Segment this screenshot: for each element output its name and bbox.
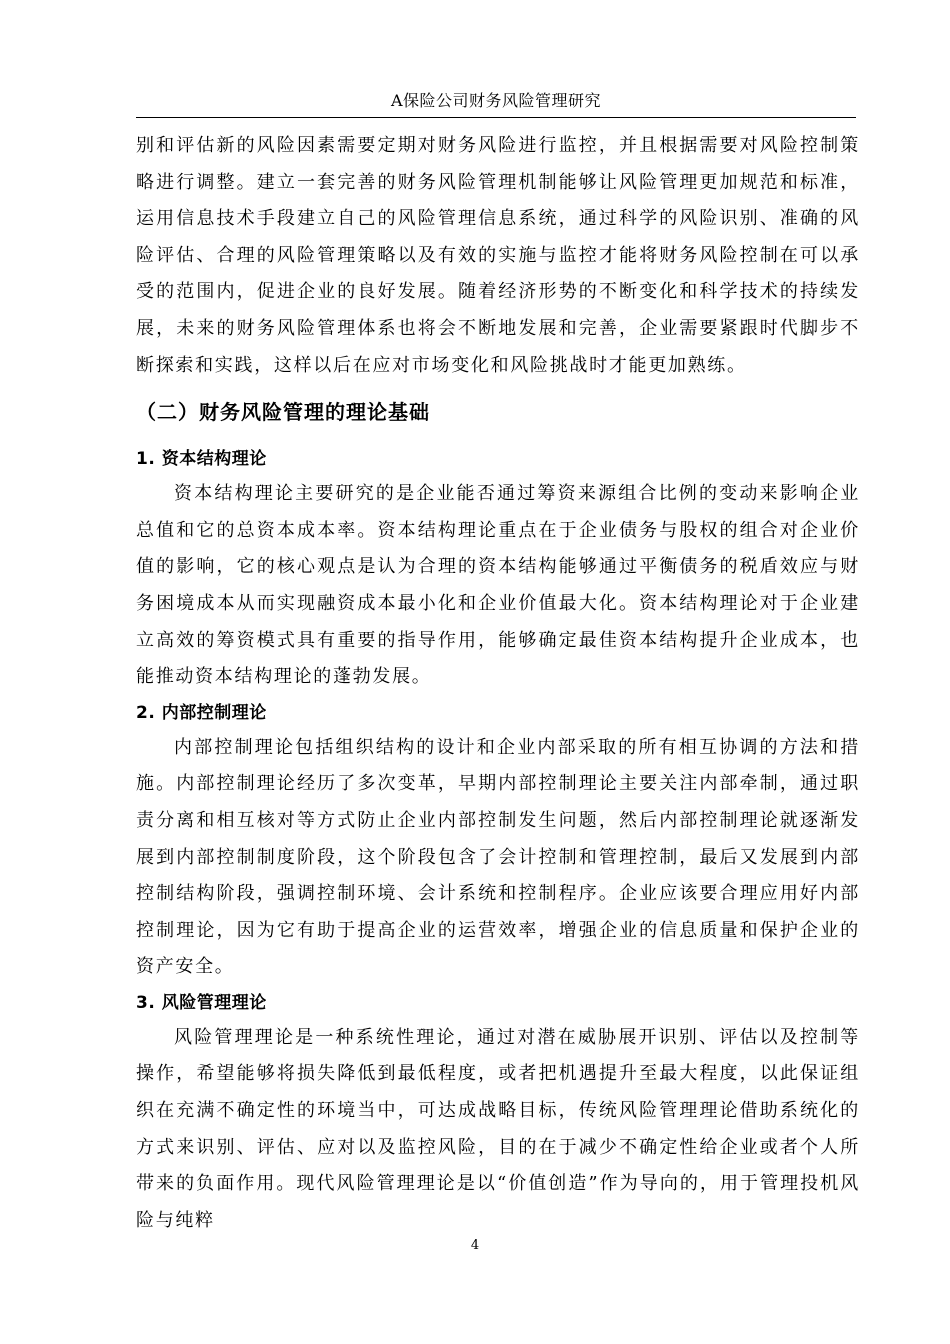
paragraph-risk-management: 风险管理理论是一种系统性理论，通过对潜在威胁展开识别、评估以及控制等操作，希望能够将损失降低到最低程度，或者把机遇提升至最大程度，以此保证组织在充满不确定性的环境当中，可达成战略目标，传统风险管理理论借助系统化的方式来识别、评估、应对以及监控风险，目的在于减少不确定性给企业或者个人所带来的负面作用。现代风险管理理论是以“价值创造”作为导向的，用于管理投机风险与纯粹: [136, 1026, 860, 1231]
intro-paragraph: 别和评估新的风险因素需要定期对财务风险进行监控，并且根据需要对风险控制策略进行调整。建立一套完善的财务风险管理机制能够让风险管理更加规范和标准，运用信息技术手段建立自己的风险管理信息系统，通过科学的风险识别、准确的风险评估、合理的风险管理策略以及有效的实施与监控才能将财务风险控制在可以承受的范围内，促进企业的良好发展。随着经济形势的不断变化和科学技术的持续发展，未来的财务风险管理体系也将会不断地发展和完善，企业需要紧跟时代脚步不断探索和实践，这样以后在应对市场变化和风险挑战时才能更加熟练。: [136, 135, 860, 376]
paragraph-internal-control: 内部控制理论包括组织结构的设计和企业内部采取的所有相互协调的方法和措施。内部控制理论经历了多次变革，早期内部控制理论主要关注内部牵制，通过职责分离和相互核对等方式防止企业内部控制发生问题，然后内部控制理论就逐渐发展到内部控制制度阶段，这个阶段包含了会计控制和管理控制，最后又发展到内部控制结构阶段，强调控制环境、会计系统和控制程序。企业应该要合理应用好内部控制理论，因为它有助于提高企业的运营效率，增强企业的信息质量和保护企业的资产安全。: [136, 736, 860, 978]
running-header: A保险公司财务风险管理研究: [390, 91, 602, 110]
header-rule: [136, 117, 856, 118]
section-heading: （二）财务风险管理的理论基础: [136, 400, 430, 425]
page-number: 4: [470, 1238, 480, 1253]
subsection-heading-risk-management: 3. 风险管理理论: [136, 992, 267, 1013]
subsection-heading-internal-control: 2. 内部控制理论: [136, 702, 267, 723]
subsection-heading-capital-structure: 1. 资本结构理论: [136, 449, 267, 470]
page-body: [136, 128, 860, 1239]
paragraph-capital-structure: 资本结构理论主要研究的是企业能否通过筹资来源组合比例的变动来影响企业总值和它的总资本成本率。资本结构理论重点在于企业债务与股权的组合对企业价值的影响，它的核心观点是认为合理的资本结构能够通过平衡债务的税盾效应与财务困境成本从而实现融资成本最小化和企业价值最大化。资本结构理论对于企业建立高效的筹资模式具有重要的指导作用，能够确定最佳资本结构提升企业成本，也能推动资本结构理论的蓬勃发展。: [136, 483, 860, 688]
